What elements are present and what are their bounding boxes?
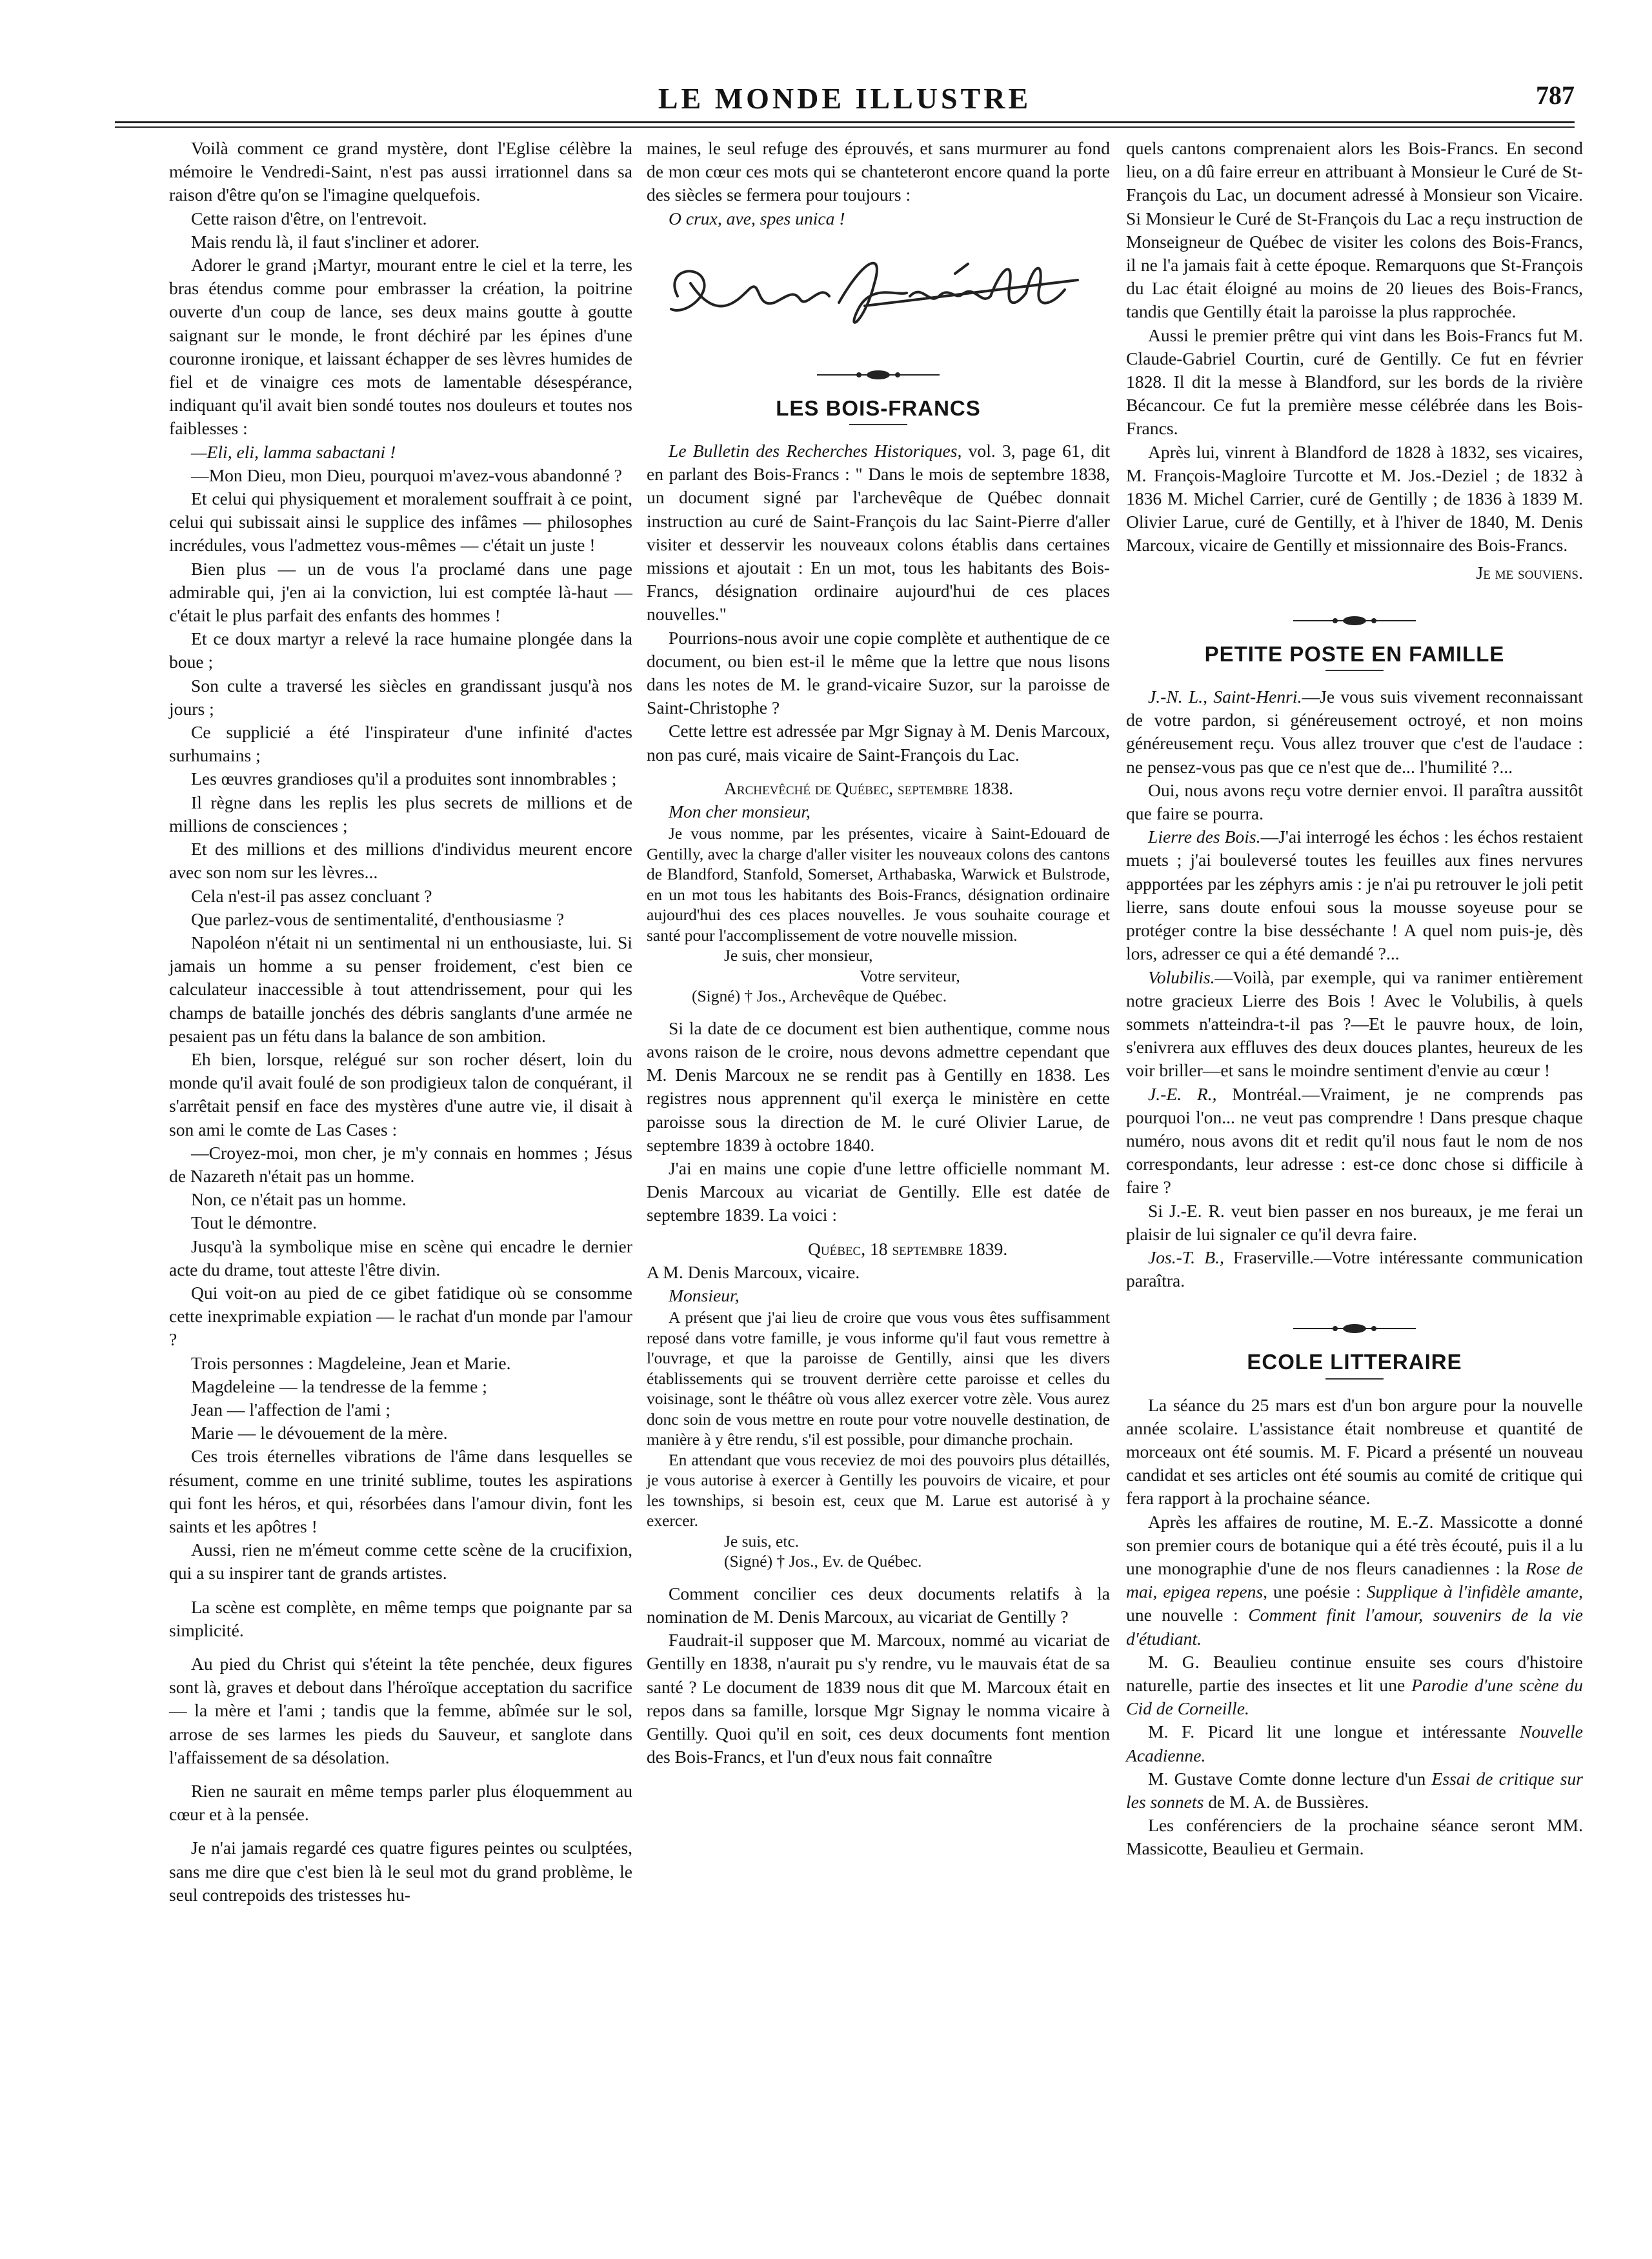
paragraph: Et des millions et des millions d'individus meurent encore avec son nom sur les lèvres... (169, 839, 632, 883)
section-ornament (1126, 608, 1583, 634)
paragraph: Pourrions-nous avoir une copie complète et authentique de ce document, ou bien est-il le même que la lettre que nous lisons dans les notes de M. le grand-vicaire Suzor, sur la paroisse de Saint-Christophe ? (647, 627, 1110, 718)
mail-item: Volubilis.—Voilà, par exemple, qui va ranimer entièrement notre gracieux Lierre des Bois ! Avec le Volubilis, à quels sommets n'atteindra-t-il pas ?—Et le pauvre houx, de loin, s'enivrera aux effluves des deux douces plantes, heureux de les voir briller—et sans le moindre sentiment d'envie au cœur ! (1126, 967, 1583, 1081)
section-ornament (1126, 1316, 1583, 1341)
column-1 (169, 137, 632, 1907)
mail-item: Si J.-E. R. veut bien passer en nos bureaux, je me ferai un plaisir de lui signaler ce qu'il devra faire. (1126, 1200, 1583, 1244)
author-signature (647, 245, 1110, 348)
signature-image (652, 245, 1103, 341)
paragraph: Le Bulletin des Recherches Historiques, vol. 3, page 61, dit en parlant des Bois-Francs : " Dans le mois de septembre 1838, un document signé par l'archevêque de Québec donnait instruction au curé de Saint-François du lac Saint-Pierre d'aller visiter et desservir les nouveaux colons établis dans certaines missions et ajoutait : En un mot, tous les habitants des Bois-Francs, désignation ordinaire aujourd'hui de ces places nouvelles." (647, 441, 1110, 625)
paragraph: Cette lettre est adressée par Mgr Signay à M. Denis Marcoux, non pas curé, mais vicaire de Saint-François du Lac. (647, 721, 1110, 765)
paragraph: Jusqu'à la symbolique mise en scène qui encadre le dernier acte du drame, tout atteste l'être divin. (169, 1236, 632, 1280)
letter-body: En attendant que vous receviez de moi des pouvoirs plus détaillés, je vous autorise à exercer à Gentilly les pouvoirs de vicaire, et pour les townships, si besoin est, ceux que M. Larue est autorisé à y exercer. (647, 1450, 1110, 1531)
letter-signed: (Signé) † Jos., Archevêque de Québec. (692, 987, 947, 1006)
paragraph: Au pied du Christ qui s'éteint la tête penchée, deux figures sont là, graves et debout dans l'héroïque acceptation du sacrifice — la mère et l'ami ; tandis que la femme, abîmée sur le sol, arrose de ses larmes les pieds du Sauveur, et sanglote dans l'affaissement de sa désolation. (169, 1654, 632, 1767)
paragraph: Et celui qui physiquement et moralement souffrait à ce point, celui qui subissait ainsi le supplice des infâmes — philosophes incrédules, vous l'admettez vous-mêmes — c'était un juste ! (169, 488, 632, 556)
letter-body: A présent que j'ai lieu de croire que vous vous êtes suffisamment reposé dans votre famille, je vous informe qu'il faut vous remettre à l'ouvrage, et que la paroisse de Gentilly, ainsi que les divers établissements qui se trouvent derrière cette paroisse et celles du voisinage, sont le théâtre où vous allez exercer votre zèle. Vous aurez donc soin de vous mettre en route pour votre nouvelle destination, de manière à y être rendu, s'il est possible, pour dimanche prochain. (647, 1308, 1110, 1449)
paragraph: Après lui, vinrent à Blandford de 1828 à 1832, ses vicaires, M. François-Magloire Turcotte et M. Jos.-Deziel ; de 1832 à 1836 M. Michel Carrier, curé de Gentilly ; de 1836 à 1839 M. Olivier Larue, curé de Gentilly, et à l'hiver de 1840, M. Denis Marcoux, vicaire de Gentilly et missionnaire des Bois-Francs. (1126, 441, 1583, 556)
title-underline (849, 424, 907, 425)
paragraph: J'ai en mains une copie d'une lettre officielle nommant M. Denis Marcoux au vicariat de Gentilly. Elle est datée de septembre 1839. La voici : (647, 1158, 1110, 1225)
paragraph: Ces trois éternelles vibrations de l'âme dans lesquelles se résument, comme en une trinité sublime, toutes les aspirations qui font les héros, et qui, résorbées dans l'amour divin, font les saints et les apôtres ! (169, 1446, 632, 1536)
paragraph: Bien plus — un de vous l'a proclamé dans une page admirable qui, j'en ai la conviction, lui est comptée là-haut — c'était le plus parfait des enfants des hommes ! (169, 558, 632, 626)
title-underline (1325, 1378, 1384, 1380)
letter-salutation: Monsieur, (669, 1285, 740, 1305)
ornament-icon (1290, 1322, 1419, 1335)
paragraph: Jean — l'affection de l'ami ; (191, 1399, 391, 1420)
ornament-icon (1290, 614, 1419, 627)
paragraph: Eh bien, lorsque, relégué sur son rocher désert, loin du monde qu'il avait foulé de son prodigieux talon de conquérant, il s'arrêtait pensif en face des mystères d'une autre vie, il disait à son ami le comte de Las Cases : (169, 1049, 632, 1140)
masthead: LE MONDE ILLUSTRE (658, 82, 1032, 115)
article-signature: Je me souviens. (1476, 562, 1583, 583)
paragraph: La scène est complète, en même temps que poignante par sa simplicité. (169, 1596, 632, 1640)
paragraph: Cela n'est-il pas assez concluant ? (191, 885, 432, 906)
mail-item: J.-E. R., Montréal.—Vraiment, je ne comprends pas pourquoi l'on... ne veut pas comprendre ! Dans presque chaque numéro, nous avons dit et redit qu'il nous faut le nom de nos correspondants, leur adresse : est-ce donc chose si difficile à faire ? (1126, 1083, 1583, 1198)
paragraph: maines, le seul refuge des éprouvés, et sans murmurer au fond de mon cœur ces mots qui se chanteteront encore quand la porte des siècles se fermera pour toujours : (647, 138, 1110, 205)
paragraph: Non, ce n'était pas un homme. (191, 1189, 407, 1210)
paragraph: M. Gustave Comte donne lecture d'un Essai de critique sur les sonnets de M. A. de Bussières. (1126, 1768, 1583, 1812)
paragraph: Cette raison d'être, on l'entrevoit. (191, 208, 427, 228)
paragraph: Rien ne saurait en même temps parler plus éloquemment au cœur et à la pensée. (169, 1781, 632, 1825)
ornament-icon (814, 368, 943, 381)
letter-body: Je vous nomme, par les présentes, vicaire à Saint-Edouard de Gentilly, avec la charge d'aller visiter les nouveaux colons des cantons de Blandford, Stanfold, Somerset, Arthabaska, Warwick et Bulstrode, en un mot tous les habitants des Bois-Francs, désignation ordinaire aujourd'hui des ces places nouvelles. Je vous souhaite courage et santé pour l'accomplissement de votre nouvelle mission. (647, 824, 1110, 945)
paragraph: Tout le démontre. (191, 1212, 317, 1233)
paragraph: Magdeleine — la tendresse de la femme ; (191, 1376, 487, 1396)
paragraph: Qui voit-on au pied de ce gibet fatidique où se consomme cette inexprimable expiation — le rachat d'un monde par l'amour ? (169, 1282, 632, 1350)
section-title: LES BOIS-FRANCS (776, 396, 981, 420)
paragraph: Que parlez-vous de sentimentalité, d'enthousiasme ? (191, 909, 565, 929)
paragraph: Aussi, rien ne m'émeut comme cette scène de la crucifixion, qui a su inspirer tant de grands artistes. (169, 1540, 632, 1583)
paragraph: Les conférenciers de la prochaine séance seront MM. Massicotte, Beaulieu et Germain. (1126, 1815, 1583, 1859)
paragraph: Et ce doux martyr a relevé la race humaine plongée dans la boue ; (169, 628, 632, 672)
section-ornament (647, 362, 1110, 388)
paragraph: quels cantons comprenaient alors les Bois-Francs. En second lieu, on a dû faire erreur en attribuant à Monsieur le Curé de St-François du Lac, un document adressé à Monsieur son Vicaire. Si Monsieur le Curé de St-François du Lac a reçu instruction de Monseigneur de Québec de visiter les colons des Bois-Francs, il ne l'a jamais fait à cette époque. Remarquons que St-François du Lac était éloigné au moins de 20 lieues des Bois-Francs, tandis que Gentilly était la paroisse la plus rapprochée. (1126, 138, 1583, 322)
paragraph: Les œuvres grandioses qu'il a produites sont innombrables ; (191, 768, 617, 789)
paragraph: Son culte a traversé les siècles en grandissant jusqu'à nos jours ; (169, 675, 632, 719)
section-title: ECOLE LITTERAIRE (1247, 1350, 1462, 1374)
letter-header: Québec, 18 septembre 1839. (808, 1238, 1008, 1259)
letter-to: A M. Denis Marcoux, vicaire. (647, 1261, 860, 1282)
letter-salutation: Mon cher monsieur, (669, 801, 811, 822)
mail-item: Oui, nous avons reçu votre dernier envoi. Il paraîtra aussitôt que faire se pourra. (1126, 779, 1583, 824)
quote-line: O crux, ave, spes unica ! (669, 208, 845, 228)
page-number: 787 (1536, 81, 1575, 110)
paragraph: Faudrait-il supposer que M. Marcoux, nommé au vicariat de Gentilly en 1838, n'aurait pu s'y rendre, vu le mauvais état de sa santé ? Le document de 1839 nous dit que M. Marcoux était en repos dans sa famille, lorsque Mgr Signay le nomma vicaire à Gentilly. Quoi qu'il en soit, ces deux documents font mention des Bois-Francs, et l'un d'eux nous fait connaître (647, 1630, 1110, 1767)
letter-signed: (Signé) † Jos., Ev. de Québec. (724, 1552, 922, 1571)
paragraph: —Mon Dieu, mon Dieu, pourquoi m'avez-vous abandonné ? (191, 465, 622, 485)
paragraph: —Croyez-moi, mon cher, je m'y connais en hommes ; Jésus de Nazareth n'était pas un homme. (169, 1142, 632, 1186)
letter-close: Je suis, etc. (724, 1531, 800, 1551)
paragraph: Marie — le dévouement de la mère. (191, 1423, 448, 1443)
paragraph: Aussi le premier prêtre qui vint dans les Bois-Francs fut M. Claude-Gabriel Courtin, curé de Gentilly. Ce fut en février 1828. Il dit la messe à Blandford, sur les bords de la rivière Bécancour. Ce fut la première messe célébrée dans les Bois-Francs. (1126, 325, 1583, 439)
paragraph: M. G. Beaulieu continue ensuite ses cours d'histoire naturelle, partie des insectes et lit une Parodie d'une scène du Cid de Corneille. (1126, 1651, 1583, 1719)
paragraph: Ce supplicié a été l'inspirateur d'une infinité d'actes surhumains ; (169, 722, 632, 766)
mail-item: J.-N. L., Saint-Henri.—Je vous suis vivement reconnaissant de votre pardon, si généreusement octroyé, et non moins généreusement reçu. Vous allez trouver que c'est de l'audace : ne pensez-vous pas que ce n'est que de... l'humilité ?... (1126, 687, 1584, 777)
paragraph: Adorer le grand ¡Martyr, mourant entre le ciel et la terre, les bras étendus comme pour embrasser la création, la poitrine ouverte d'un coup de lance, ses deux mains goutte à goutte saignant sur le monde, le front déchiré par les épines d'une couronne ironique, et laissant échapper de ses lèvres humides de fiel et de vinaigre ces mots de lamentable désespérance, indiquant qu'il avait bien sondé toutes nos douleurs et toutes nos faiblesses : (169, 255, 632, 439)
letter-2 (647, 1307, 1110, 1572)
paragraph: La séance du 25 mars est d'un bon argure pour la nouvelle année scolaire. L'assistance était nombreuse et quantité de morceaux ont été soumis. M. F. Picard a présenté un nouveau candidat et ses articles ont été soumis au comité de critique qui fera rapport à la prochaine séance. (1126, 1394, 1583, 1509)
letter-close: Votre serviteur, (860, 966, 960, 985)
paragraph: Après les affaires de routine, M. E.-Z. Massicotte a donné son premier cours de botanique qui a été très écouté, puis il a lu une monographie d'une de nos fleurs canadiennes : la Rose de mai, epigea repens, une poésie : Supplique à l'infidèle amante, une nouvelle : Comment finit l'amour, souvenirs de la vie d'étudiant. (1126, 1511, 1583, 1649)
paragraph: Il règne dans les replis les plus secrets de millions et de millions de consciences ; (169, 792, 632, 836)
letter-header: Archevêché de Québec, septembre 1838. (724, 778, 1013, 798)
paragraph: Si la date de ce document est bien authentique, comme nous avons raison de le croire, nous devons admettre cependant que M. Denis Marcoux ne se rendit pas à Gentilly en 1838. Les registres nous apprennent qu'il exerça le ministère en cette paroisse sous la direction de M. le curé Olivier Larue, de septembre 1839 à octobre 1840. (647, 1018, 1110, 1155)
paragraph: Mais rendu là, il faut s'incliner et adorer. (191, 231, 480, 252)
column-2 (647, 137, 1110, 1769)
letter-close: Je suis, cher monsieur, (724, 946, 873, 965)
paragraph: Napoléon n'était ni un sentimental ni un enthousiaste, lui. Si jamais un homme a su penser froidement, c'est bien ce calculateur inaccessible à tout attendrissement, pour qui les champs de bataille jonchés des débris sanglants d'une armée ne pesaient pas un fétu dans la balance de son ambition. (169, 932, 632, 1046)
paragraph: Voilà comment ce grand mystère, dont l'Eglise célèbre la mémoire le Vendredi-Saint, n'est pas aussi irrationnel dans sa raison d'être qu'on se l'imagine quelquefois. (169, 138, 632, 205)
header-rule-top (115, 121, 1575, 123)
title-underline (1325, 670, 1384, 671)
letter-1 (647, 823, 1110, 1007)
paragraph: Comment concilier ces deux documents relatifs à la nomination de M. Denis Marcoux, au vicariat de Gentilly ? (647, 1583, 1110, 1627)
page-header (115, 76, 1575, 128)
paragraph: M. F. Picard lit une longue et intéressante Nouvelle Acadienne. (1126, 1722, 1583, 1765)
paragraph: Trois personnes : Magdeleine, Jean et Marie. (191, 1352, 511, 1373)
paragraph: Je n'ai jamais regardé ces quatre figures peintes ou sculptées, sans me dire que c'est bien là le seul mot du grand problème, le seul contrepoids des tristesses hu- (169, 1838, 632, 1905)
section-title: PETITE POSTE EN FAMILLE (1204, 641, 1505, 666)
quote-line: —Eli, eli, lamma sabactani ! (191, 441, 396, 462)
mail-item: Lierre des Bois.—J'ai interrogé les échos : les échos restaient muets ; j'ai bouleversé toutes les feuilles aux fines nervures appportées par les zéphyrs amis : je n'ai pu retrouver le joli petit lierre, sans doute enfoui sous la mousse soyeuse pour se protéger contre la bise desséchante ! A quel nom puis-je, dès lors, adresser ce qui a été demandé ?... (1126, 827, 1583, 964)
header-rule-bottom (115, 126, 1575, 128)
column-3 (1126, 137, 1583, 1861)
mail-item: Jos.-T. B., Fraserville.—Votre intéressante communication paraîtra. (1126, 1247, 1583, 1291)
